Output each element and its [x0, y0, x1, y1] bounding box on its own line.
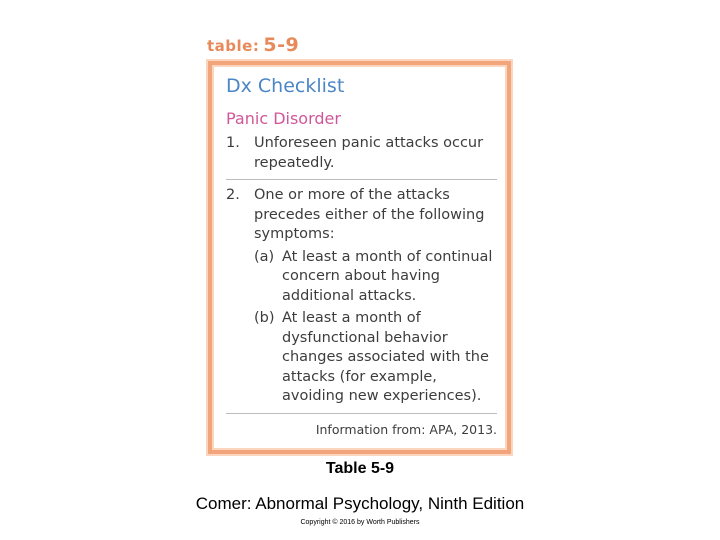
caption-title: Table 5-9	[325, 460, 395, 477]
criterion-2	[226, 186, 497, 245]
subcriterion-b	[254, 309, 497, 407]
divider	[226, 179, 497, 180]
caption-copyright: Copyright © 2016 by Worth Publishers	[300, 519, 420, 526]
criterion-text: Unforeseen panic attacks occur repeatedly.	[254, 135, 484, 171]
source-note: Information from: APA, 2013.	[315, 421, 497, 437]
subcriterion-text: At least a month of dysfunctional behavior changes associated with the attacks (for example, avoiding new experiences).	[282, 310, 489, 404]
table-label	[207, 34, 299, 56]
subcriterion-text: At least a month of continual concern about having additional attacks.	[282, 248, 493, 304]
criterion-1	[226, 134, 497, 173]
dx-checklist-card	[208, 61, 511, 454]
criterion-text: One or more of the attacks precedes either of the following symptoms:	[254, 187, 485, 242]
caption-book: Comer: Abnormal Psychology, Ninth Edition	[195, 494, 525, 513]
checklist-title: Dx Checklist	[226, 75, 345, 97]
subcriterion-letter: (b)	[254, 310, 275, 326]
criterion-number: 1.	[226, 135, 240, 151]
subcriterion-letter: (a)	[254, 248, 275, 265]
table-word: table:	[207, 37, 260, 55]
table-number: 5-9	[263, 34, 300, 56]
divider	[226, 413, 497, 414]
disorder-name: Panic Disorder	[226, 109, 341, 128]
subcriterion-a	[254, 248, 497, 307]
criterion-number: 2.	[226, 187, 240, 203]
